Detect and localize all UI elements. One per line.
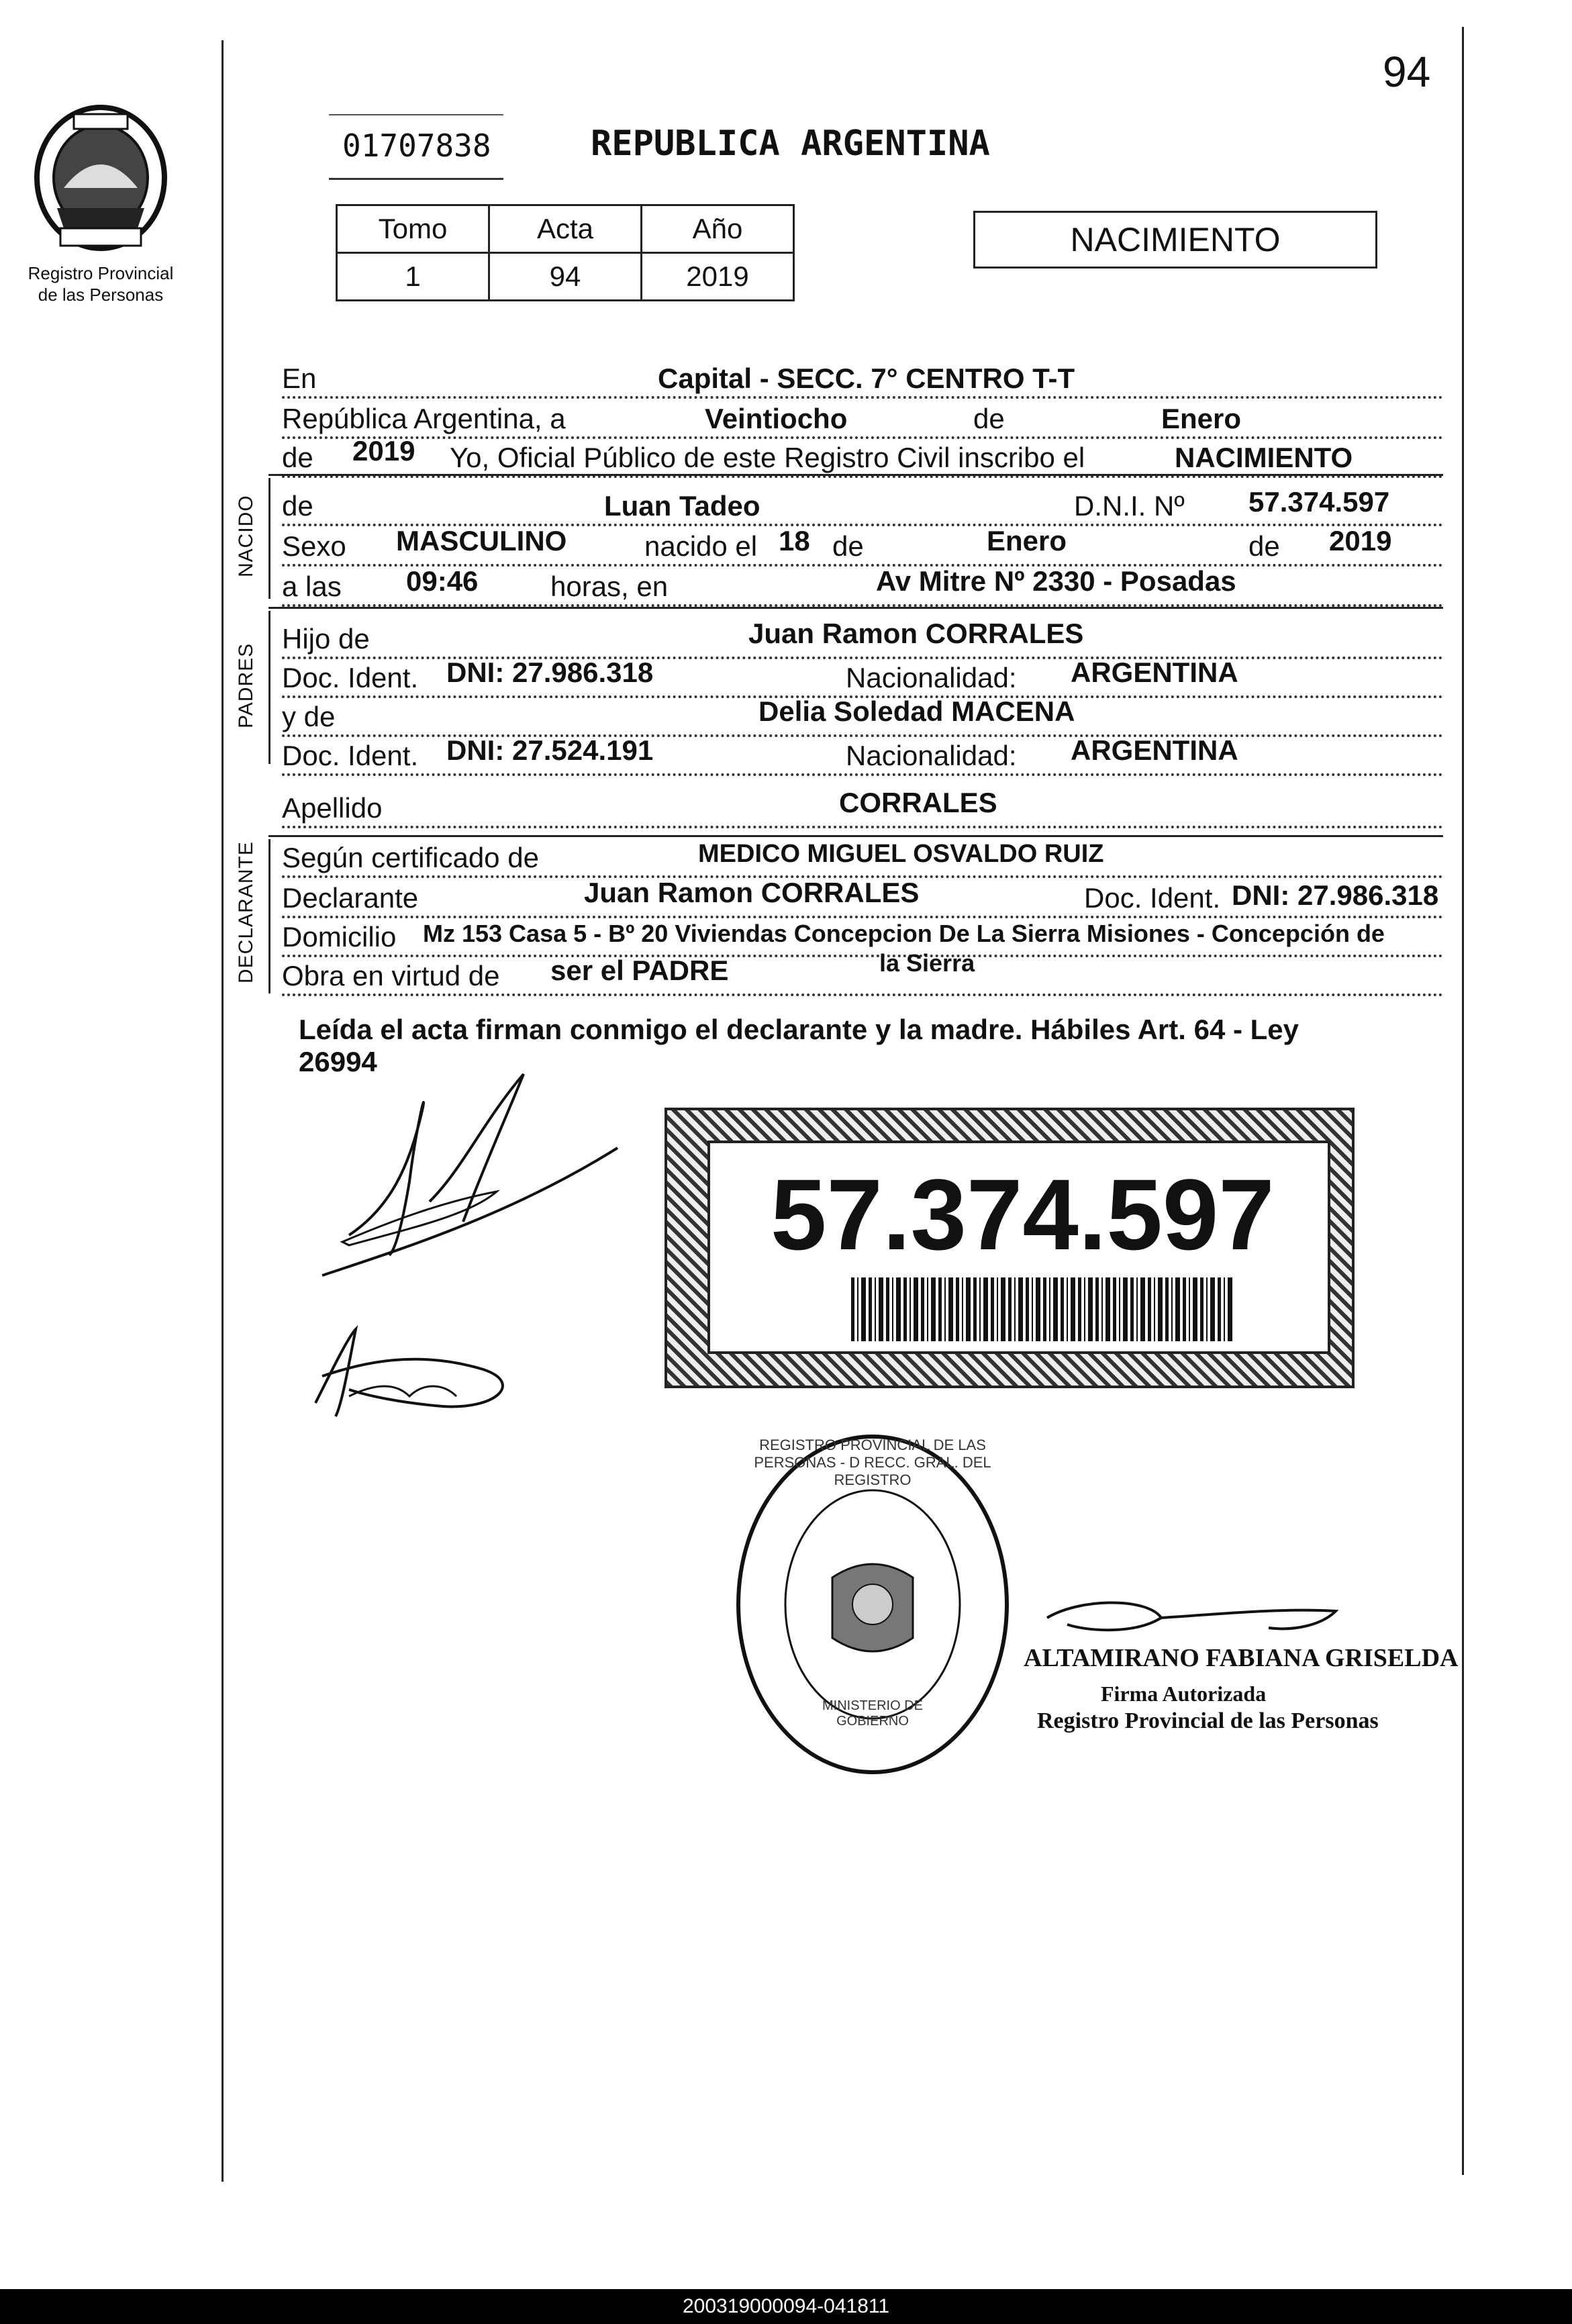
page-number: 94 [1383,48,1431,96]
place-value: Av Mitre Nº 2330 - Posadas [876,565,1236,597]
declarante-section-label: DECLARANTE [235,841,257,983]
row-sexo [282,524,1443,567]
divider-nacido [268,474,1443,476]
birth-de2: de [1248,530,1280,562]
row-mother-doc [282,733,1443,776]
barcode [851,1277,1234,1341]
father-nat: ARGENTINA [1071,657,1238,688]
row-hora [282,564,1443,607]
father-doc: DNI: 27.986.318 [446,657,654,688]
row-name [282,483,1443,526]
mother-value: Delia Soledad MACENA [758,695,1075,727]
table-value-ano: 2019 [642,253,794,301]
birth-day: 18 [779,525,810,556]
dni-sticker [665,1108,1355,1388]
serial-text: 01707838 [342,128,491,164]
table-value-acta: 94 [489,253,642,301]
nacido-el-label: nacido el [644,530,758,562]
row-obra [282,949,1443,996]
row-declarante [282,875,1443,918]
republica-label: República Argentina, a [282,403,566,434]
mother-nat-label: Nacionalidad: [846,740,1017,771]
domicilio-cont: la Sierra [879,949,975,977]
document-footer: 200319000094-041811 [0,2289,1572,2324]
declarant-signature [309,1067,631,1289]
father-doc-label: Doc. Ident. [282,662,419,693]
time-value: 09:46 [406,565,479,597]
sticker-number: 57.374.597 [771,1158,1275,1271]
record-table [336,204,795,301]
birth-year: 2019 [1329,525,1392,556]
apellido-label: Apellido [282,792,383,824]
row-republica [282,396,1443,439]
mother-doc: DNI: 27.524.191 [446,734,654,766]
row-inscribo [282,435,1443,478]
hijo-label: Hijo de [282,623,370,655]
closing-line-2: 26994 [299,1046,377,1077]
nacido-bracket [268,478,271,599]
de-label: de [973,403,1005,434]
month-value: Enero [1161,403,1242,434]
alas-label: a las [282,571,342,602]
left-margin-rule [222,40,224,2182]
obra-label: Obra en virtud de [282,960,500,991]
dni-value: 57.374.597 [1248,486,1390,518]
en-label: En [282,362,317,394]
serial-number [329,114,503,181]
mother-doc-label: Doc. Ident. [282,740,419,771]
seal-ring-text: REGISTRO PROVINCIAL DE LAS PERSONAS - D RECC. GRAL. DEL REGISTRO [754,1437,991,1488]
mother-nat: ARGENTINA [1071,734,1238,766]
row-segun [282,835,1443,878]
official-office: Registro Provincial de las Personas [1037,1708,1379,1733]
horas-label: horas, en [550,571,669,602]
closing-line-1: Leída el acta firman conmigo el declarante y la madre. Hábiles Art. 64 - Ley [299,1014,1299,1045]
table-header-acta: Acta [489,205,642,253]
domicilio-value: Mz 153 Casa 5 - Bº 20 Viviendas Concepcion De La Sierra Misiones - Concepción de [423,920,1385,947]
decl-doc-value: DNI: 27.986.318 [1232,879,1439,911]
sticker-inner [707,1141,1330,1354]
birth-month: Enero [987,525,1067,556]
row-father-doc [282,655,1443,698]
seal-inner-text: MINISTERIO DE GOBIERNO [822,1698,923,1729]
mother-signature [309,1322,524,1430]
row-mother [282,694,1443,737]
segun-label: Según certificado de [282,842,539,873]
apellido-value: CORRALES [839,787,997,818]
logo-caption-2: de las Personas [38,285,164,305]
row-father [282,616,1443,659]
name-de-label: de [282,490,313,522]
row-domicilio [282,914,1443,957]
birth-de1: de [832,530,864,562]
father-nat-label: Nacionalidad: [846,662,1017,693]
father-value: Juan Ramon CORRALES [748,618,1084,649]
declarante-value: Juan Ramon CORRALES [584,877,920,908]
table-header-tomo: Tomo [337,205,489,253]
dni-label: D.N.I. Nº [1074,490,1185,522]
row-apellido [282,785,1443,828]
obra-value: ser el PADRE [550,955,729,986]
country-title: REPUBLICA ARGENTINA [591,124,990,164]
domicilio-label: Domicilio [282,921,397,953]
table-value-tomo: 1 [337,253,489,301]
record-type-box: NACIMIENTO [973,211,1377,269]
inscribo-label: Yo, Oficial Público de este Registro Civil inscribo el [450,442,1085,473]
year-value: 2019 [352,435,415,467]
logo-caption-1: Registro Provincial [28,263,174,283]
province-logo [27,101,175,255]
decl-doc-label: Doc. Ident. [1084,882,1221,914]
name-value: Luan Tadeo [604,490,760,522]
right-margin-rule [1462,27,1464,2175]
declarante-bracket [268,839,271,994]
official-role: Firma Autorizada [1101,1682,1267,1706]
year-prefix: de [282,442,313,473]
padres-section-label: PADRES [235,642,257,728]
divider-padres [268,607,1443,609]
day-value: Veintiocho [705,403,848,434]
padres-bracket [268,611,271,764]
segun-value: MEDICO MIGUEL OSVALDO RUIZ [698,840,1104,868]
inscribo-value: NACIMIENTO [1175,442,1353,473]
nacido-section-label: NACIDO [235,495,257,577]
sexo-value: MASCULINO [396,525,567,556]
sexo-label: Sexo [282,530,346,562]
declarante-label: Declarante [282,882,419,914]
yde-label: y de [282,701,336,732]
row-en [282,356,1443,399]
table-header-ano: Año [642,205,794,253]
official-name: ALTAMIRANO FABIANA GRISELDA [1024,1644,1459,1672]
en-value: Capital - SECC. 7° CENTRO T-T [658,362,1075,394]
